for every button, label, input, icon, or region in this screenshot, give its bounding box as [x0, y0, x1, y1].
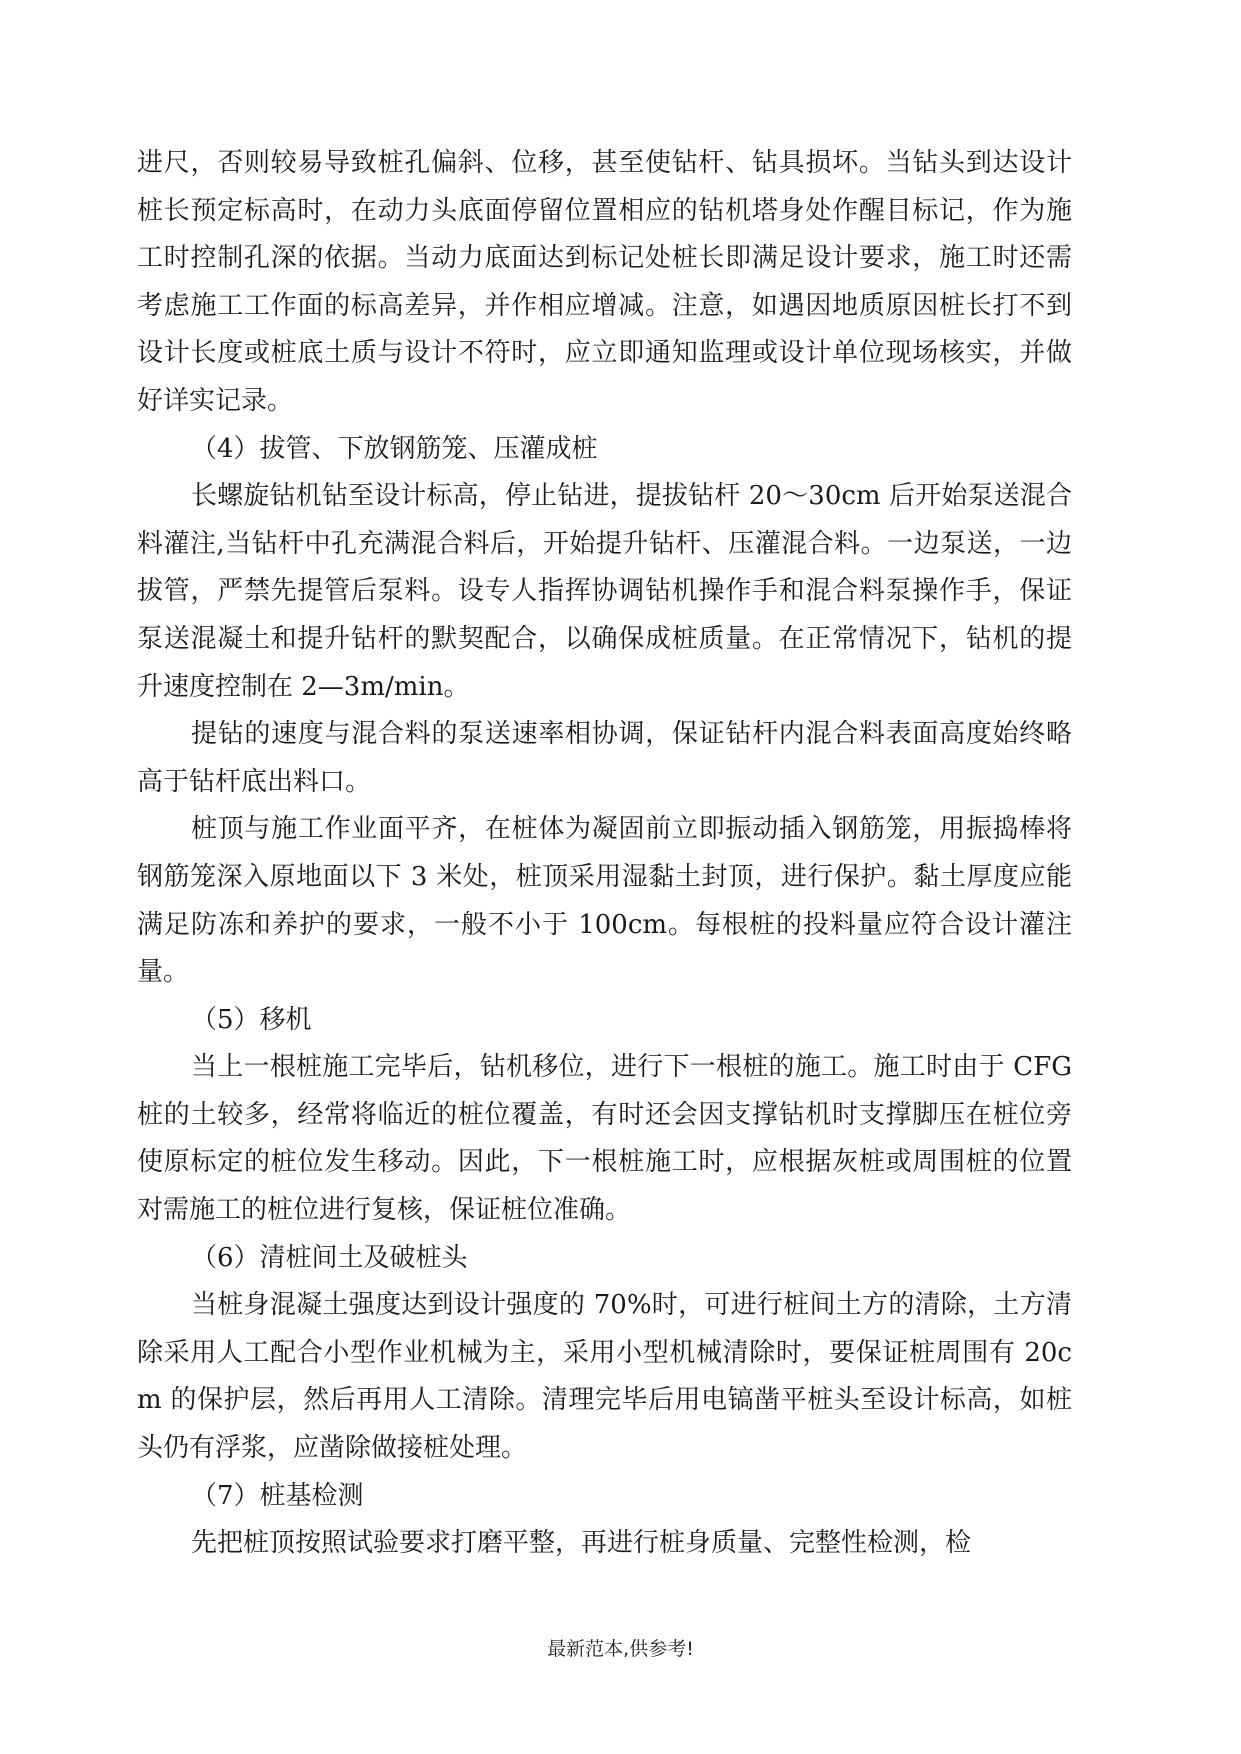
paragraph-pile-top: 桩顶与施工作业面平齐，在桩体为凝固前立即振动插入钢筋笼，用振捣棒将钢筋笼深入原地面以下 3 米处，桩顶采用湿黏土封顶，进行保护。黏土厚度应能满足防冻和养护的要求，一般不小于 100cm。每根桩的投料量应符合设计灌注量。	[137, 814, 1072, 988]
section-heading-4: （4）拔管、下放钢筋笼、压灌成桩	[191, 433, 598, 464]
section-heading-6: （6）清桩间土及破桩头	[191, 1242, 468, 1273]
document-body	[137, 140, 1072, 1568]
paragraph-lift-speed: 提钻的速度与混合料的泵送速率相协调，保证钻杆内混合料表面高度始终略高于钻杆底出料口。	[137, 719, 1072, 797]
paragraph-pull-pipe: 长螺旋钻机钻至设计标高，停止钻进，提拔钻杆 20～30cm 后开始泵送混合料灌注,当钻杆中孔充满混合料后，开始提升钻杆、压灌混合料。一边泵送，一边拔管，严禁先提管后泵料。设专人指挥协调钻机操作手和混合料泵操作手，保证泵送混凝土和提升钻杆的默契配合，以确保成桩质量。在正常情况下，钻机的提升速度控制在 2—3m/min。	[137, 481, 1072, 702]
paragraph-pile-test: 先把桩顶按照试验要求打磨平整，再进行桩身质量、完整性检测，检	[191, 1528, 972, 1559]
page-footer: 最新范本,供参考!	[547, 1638, 694, 1660]
section-heading-5: （5）移机	[191, 1004, 312, 1035]
paragraph-clear-soil: 当桩身混凝土强度达到设计强度的 70%时，可进行桩间土方的清除，土方清除采用人工配合小型作业机械为主，采用小型机械清除时，要保证桩周围有 20cm 的保护层，然后再用人工清除。清理完毕后用电镐凿平桩头至设计标高，如桩头仍有浮浆，应凿除做接桩处理。	[137, 1290, 1072, 1464]
section-heading-7: （7）桩基检测	[191, 1480, 364, 1511]
paragraph-move-rig: 当上一根桩施工完毕后，钻机移位，进行下一根桩的施工。施工时由于 CFG 桩的土较多，经常将临近的桩位覆盖，有时还会因支撑钻机时支撑脚压在桩位旁使原标定的桩位发生移动。因此，下一根桩施工时，应根据灰桩或周围桩的位置对需施工的桩位进行复核，保证桩位准确。	[137, 1052, 1072, 1226]
paragraph-continuation: 进尺，否则较易导致桩孔偏斜、位移，甚至使钻杆、钻具损坏。当钻头到达设计桩长预定标高时，在动力头底面停留位置相应的钻机塔身处作醒目标记，作为施工时控制孔深的依据。当动力底面达到标记处桩长即满足设计要求，施工时还需考虑施工工作面的标高差异，并作相应增减。注意，如遇因地质原因桩长打不到设计长度或桩底土质与设计不符时，应立即通知监理或设计单位现场核实，并做好详实记录。	[137, 148, 1072, 416]
